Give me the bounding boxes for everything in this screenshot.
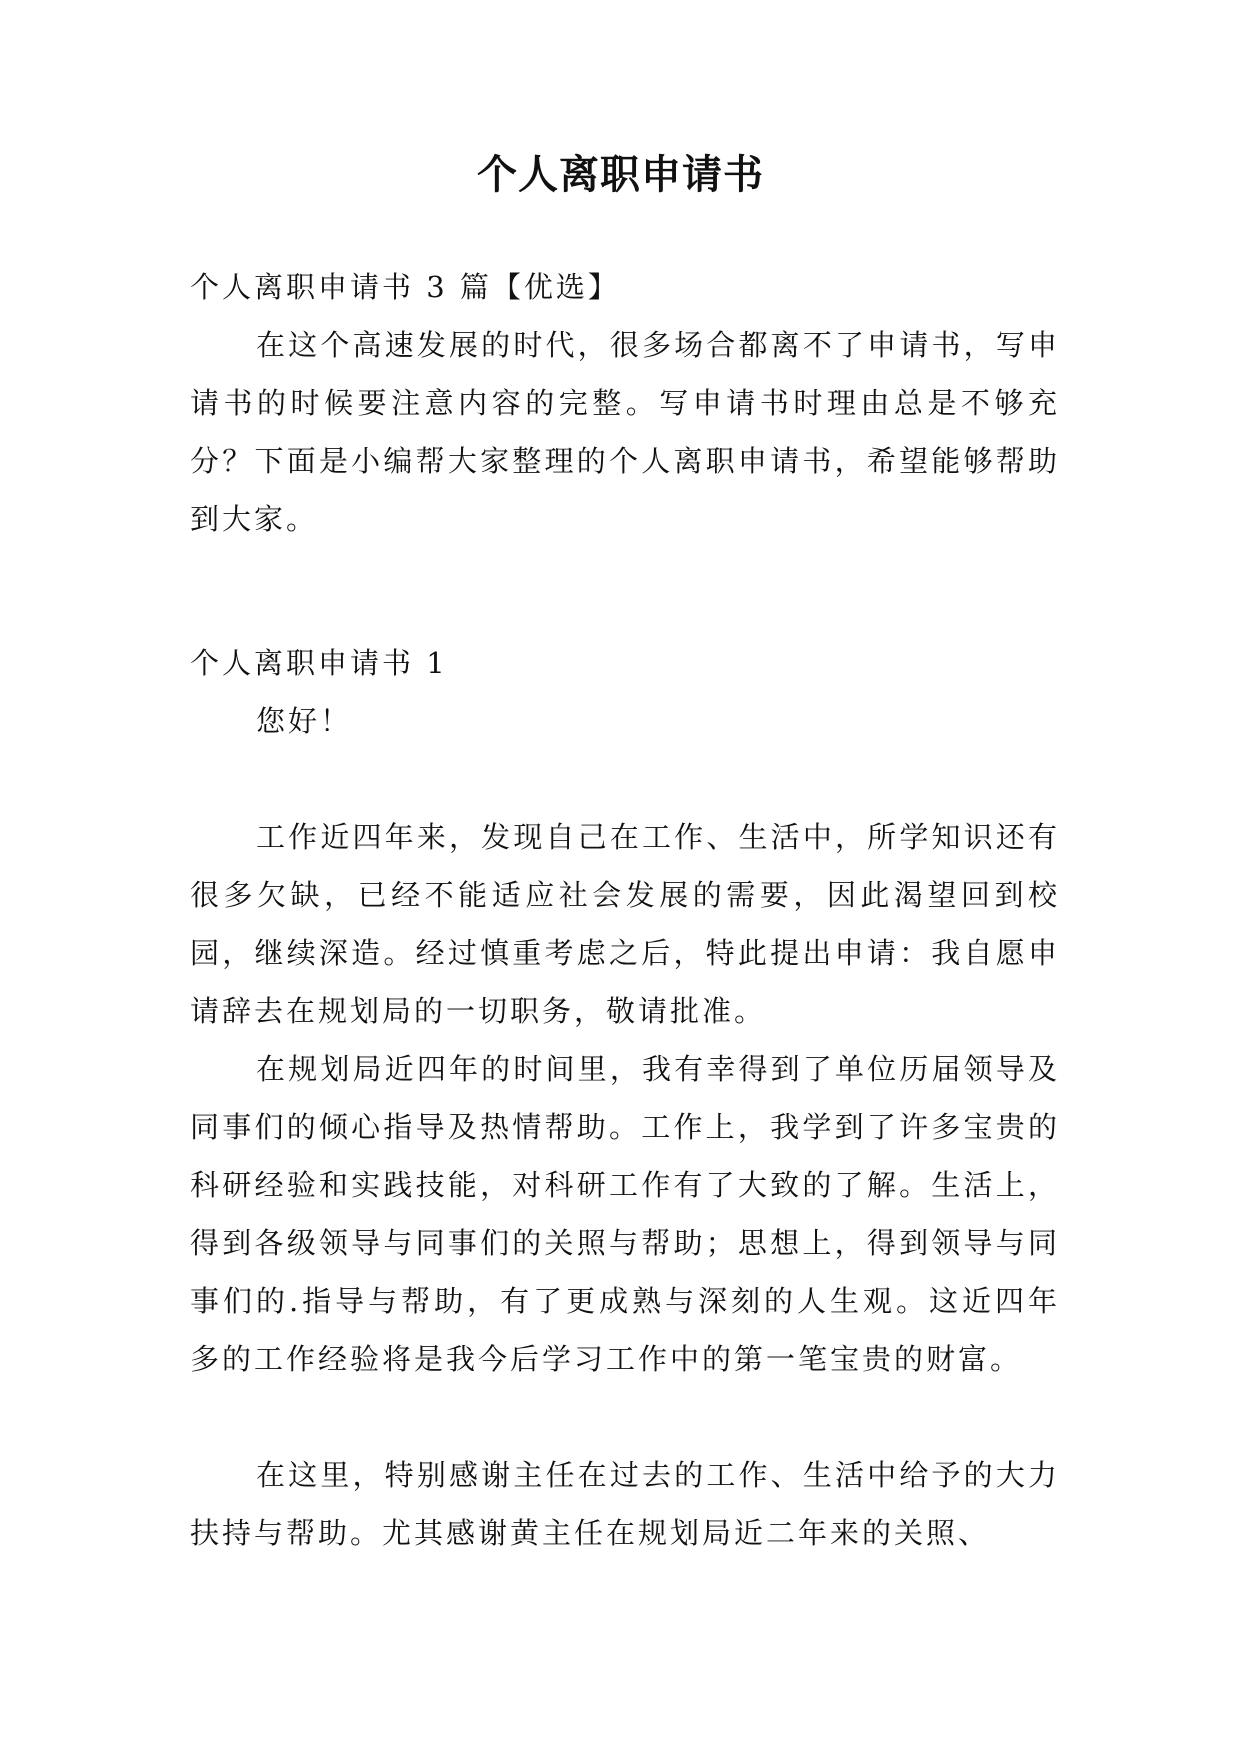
body-paragraph: 在规划局近四年的时间里，我有幸得到了单位历届领导及同事们的倾心指导及热情帮助。工作上，我学到了许多宝贵的科研经验和实践技能，对科研工作有了大致的了解。生活上，得到各级领导与同事们的关照与帮助；思想上，得到领导与同事们的.指导与帮助，有了更成熟与深刻的人生观。这近四年多的工作经验将是我今后学习工作中的第一笔宝贵的财富。: [190, 1052, 1060, 1376]
intro-paragraph: 在这个高速发展的时代，很多场合都离不了申请书，写申请书的时候要注意内容的完整。写申请书时理由总是不够充分？下面是小编帮大家整理的个人离职申请书，希望能够帮助到大家。: [190, 328, 1060, 536]
document-title: 个人离职申请书: [477, 152, 764, 198]
body-paragraph: 在这里，特别感谢主任在过去的工作、生活中给予的大力扶持与帮助。尤其感谢黄主任在规划局近二年来的关照、: [190, 1458, 1060, 1550]
document-subtitle: 个人离职申请书 3 篇【优选】: [190, 270, 620, 304]
letter-heading: 个人离职申请书 1: [190, 646, 448, 680]
greeting-line: 您好！: [256, 704, 353, 738]
body-paragraph: 工作近四年来，发现自己在工作、生活中，所学知识还有很多欠缺，已经不能适应社会发展的需要，因此渴望回到校园，继续深造。经过慎重考虑之后，特此提出申请：我自愿申请辞去在规划局的一切职务，敬请批准。: [190, 820, 1060, 1028]
